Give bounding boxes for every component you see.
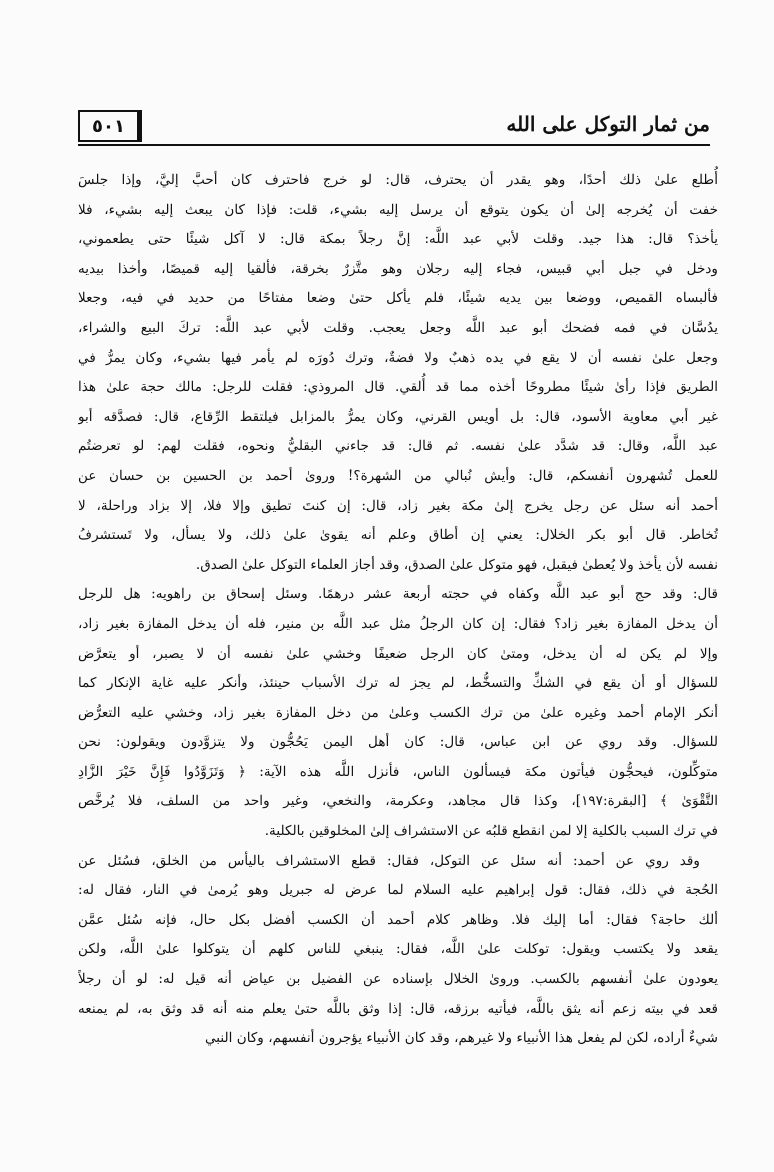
text-line: قال: وقد حج أبو عبد اللَّه وكفاه في حجته أربعة عشر درهمًا. وسئل إسحاق بن راهويه: هل للرجل: [78, 586, 718, 603]
text-line: أُطلع علىٰ ذلك أحدًا، وهو يقدر أن يحترف، قال: لو خرج فاحترف كان أحبَّ إليَّ، وإذا جلسَ: [78, 172, 718, 188]
text-line: ألك حاجة؟ فقال: أما إليك فلا. وظاهر كلام أحمد أن الكسب أفضل بكل حال، فإنه سُئل عمَّن: [78, 911, 718, 928]
text-line: خفت أن يُخرجه إلىٰ أن يكون يتوقع أن يرسل إليه بشيء، قلت: فإذا كان يبعث إليه بشيء، فلا: [78, 201, 718, 218]
text-line: يدُسَّان في فمه فضحك أبو عبد اللَّه وجعل يعجب. وقلت لأبي عبد اللَّه: تركَ البيع والشراء،: [78, 319, 718, 336]
paragraph: [78, 166, 718, 580]
text-line: وجعل علىٰ نفسه أن لا يقع في يده ذهبٌ ولا فضةٌ، وترك دُورَه لم يأمر فيها بشيء، وكان يمرُّ في: [78, 349, 718, 366]
text-line: يعودون علىٰ أنفسهم بالكسب. وروىٰ الخلال بإسناده عن الفضيل بن عياض أنه قيل له: لو أن رجلاً: [78, 971, 718, 988]
text-line: متوكِّلون، فيحجُّون فيأتون مكة فيسألون الناس، فأنزل اللَّه هذه الآية: ﴿ وَتَزَوَّدُوا فَإِنَّ خَيْرَ الزَّادِ: [78, 763, 718, 780]
text-line: يقعد ولا يكتسب ويقول: توكلت علىٰ اللَّه، فقال: ينبغي للناس كلهم أن يتوكلوا علىٰ اللَّه، ولكن: [78, 941, 718, 958]
page-number: ٥٠١: [78, 110, 142, 142]
text-line: التَّقْوَىٰ ﴾ [البقرة:١٩٧]، وكذا قال مجاهد، وعكرمة، والنخعي، وغير واحد من السلف، فلا يُرخَّص: [78, 793, 718, 810]
text-line: أحمد أنه سئل عن رجل يخرج إلىٰ مكة بغير زاد، قال: إن كنتَ تطيق وإلا فلا، إلا بزاد وراحلة، لا: [78, 497, 718, 514]
text-line: عبد اللَّه، وقال: قد شدَّد علىٰ نفسه. ثم قال: قد جاءني البقليُّ ونحوه، فقلت لهم: لو تعرضتُم: [78, 438, 718, 455]
running-title: من ثمار التوكل على الله: [506, 112, 710, 136]
text-line: في ترك السبب بالكلية إلا لمن انقطع قلبُه عن الاستشراف إلىٰ المخلوقين بالكلية.: [264, 823, 718, 840]
text-line: شيءٌ أراده، لكن لم يفعل هذا الأنبياء ولا غيرهم، وقد كان الأنبياء يؤجرون أنفسهم، وكان النبي: [204, 1030, 718, 1047]
text-line: نفسه لأن يأخذ ولا يُعطىٰ فيقبل، فهو متوكل علىٰ الصدق، وقد أجاز العلماء التوكل علىٰ الصدق.: [195, 556, 718, 573]
text-line: للسؤال. وقد روي عن ابن عباس، قال: كان أهل اليمن يَحُجُّون ولا يتزوَّدون ويقولون: نحن: [78, 734, 718, 751]
text-line: تُخاطر. قال أبو بكر الخلال: يعني إن أطاق وعلم أنه يقوىٰ علىٰ ذلك، ولا يسأل، ولا تَستشرفُ: [78, 527, 718, 544]
text-line: وإلا لم يكن له أن يدخل، ومتىٰ كان الرجل ضعيفًا وخشي علىٰ نفسه أن لا يصبر، أو يتعرَّض: [78, 645, 718, 662]
paragraph: [78, 580, 718, 846]
text-line: للسؤال أو أن يقع في الشكِّ والتسخُّط، لم يجز له ترك الأسباب حينئذ، وأنكر عليه غاية الإنكار كما: [78, 675, 718, 692]
body-text: [78, 166, 718, 1054]
text-line: الحُجة في ذلك، فقال: قول إبراهيم عليه السلام لما عرض له جبريل وهو يُرمىٰ في النار، فقال له:: [78, 882, 718, 899]
text-line: فألبساه القميص، ووضعا بين يديه شيئًا، فلم يأكل حتىٰ وضعا مفتاحًا من حديد في فيه، وجعلا: [78, 290, 718, 307]
text-line: يأخذ؟ قال: هذا جيد. وقلت لأبي عبد اللَّه: إنَّ رجلاً بمكة قال: لا آكل شيئًا حتى يطعموني،: [78, 231, 718, 248]
text-line: الطريق فإذا رأىٰ شيئًا مطروحًا أخذه مما قد أُلقي. قال المروذي: فقلت للرجل: مالك حجة علىٰ هذا: [78, 379, 718, 396]
page-header: [78, 108, 710, 146]
text-line: غير أبي معاوية الأسود، قال: بل أويس القرني، وكان يمرُّ بالمزابل فيلتقط الرِّقاع، قال: فصدَّقه أبو: [78, 408, 718, 425]
text-line: للعمل تُشهرون أنفسكم، قال: وأيش نُبالي من الشهرة؟! وروىٰ أحمد بن الحسين بن حسان عن: [78, 467, 718, 484]
text-line: وقد روي عن أحمد: أنه سئل عن التوكل، فقال: قطع الاستشراف باليأس من الخلق، فسُئل عن: [78, 852, 700, 869]
text-line: أن يدخل المفازة بغير زاد؟ فقال: إن كان الرجلُ مثل عبد اللَّه بن منير، فله أن يدخل المفازة بغير زاد،: [78, 615, 718, 632]
text-line: ودخل في جبل أبي قبيس، فجاء إليه رجلان وهو متَّزرٌ بخرقة، فألقيا إليه قميصًا، وأخذا بيديه: [78, 260, 718, 277]
paragraph: [78, 847, 718, 1054]
text-line: قعد في بيته زعم أنه يثق باللَّه، فيأتيه برزقه، قال: إذا وثق باللَّه حتىٰ يعلم منه أنه قد وثق به، لم يمنعه: [78, 1000, 718, 1017]
text-line: أنكر الإمام أحمد وغيره علىٰ من ترك الكسب وعلىٰ من دخل المفازة بغير زاد، وخشي عليه التعرُّض: [78, 704, 718, 721]
